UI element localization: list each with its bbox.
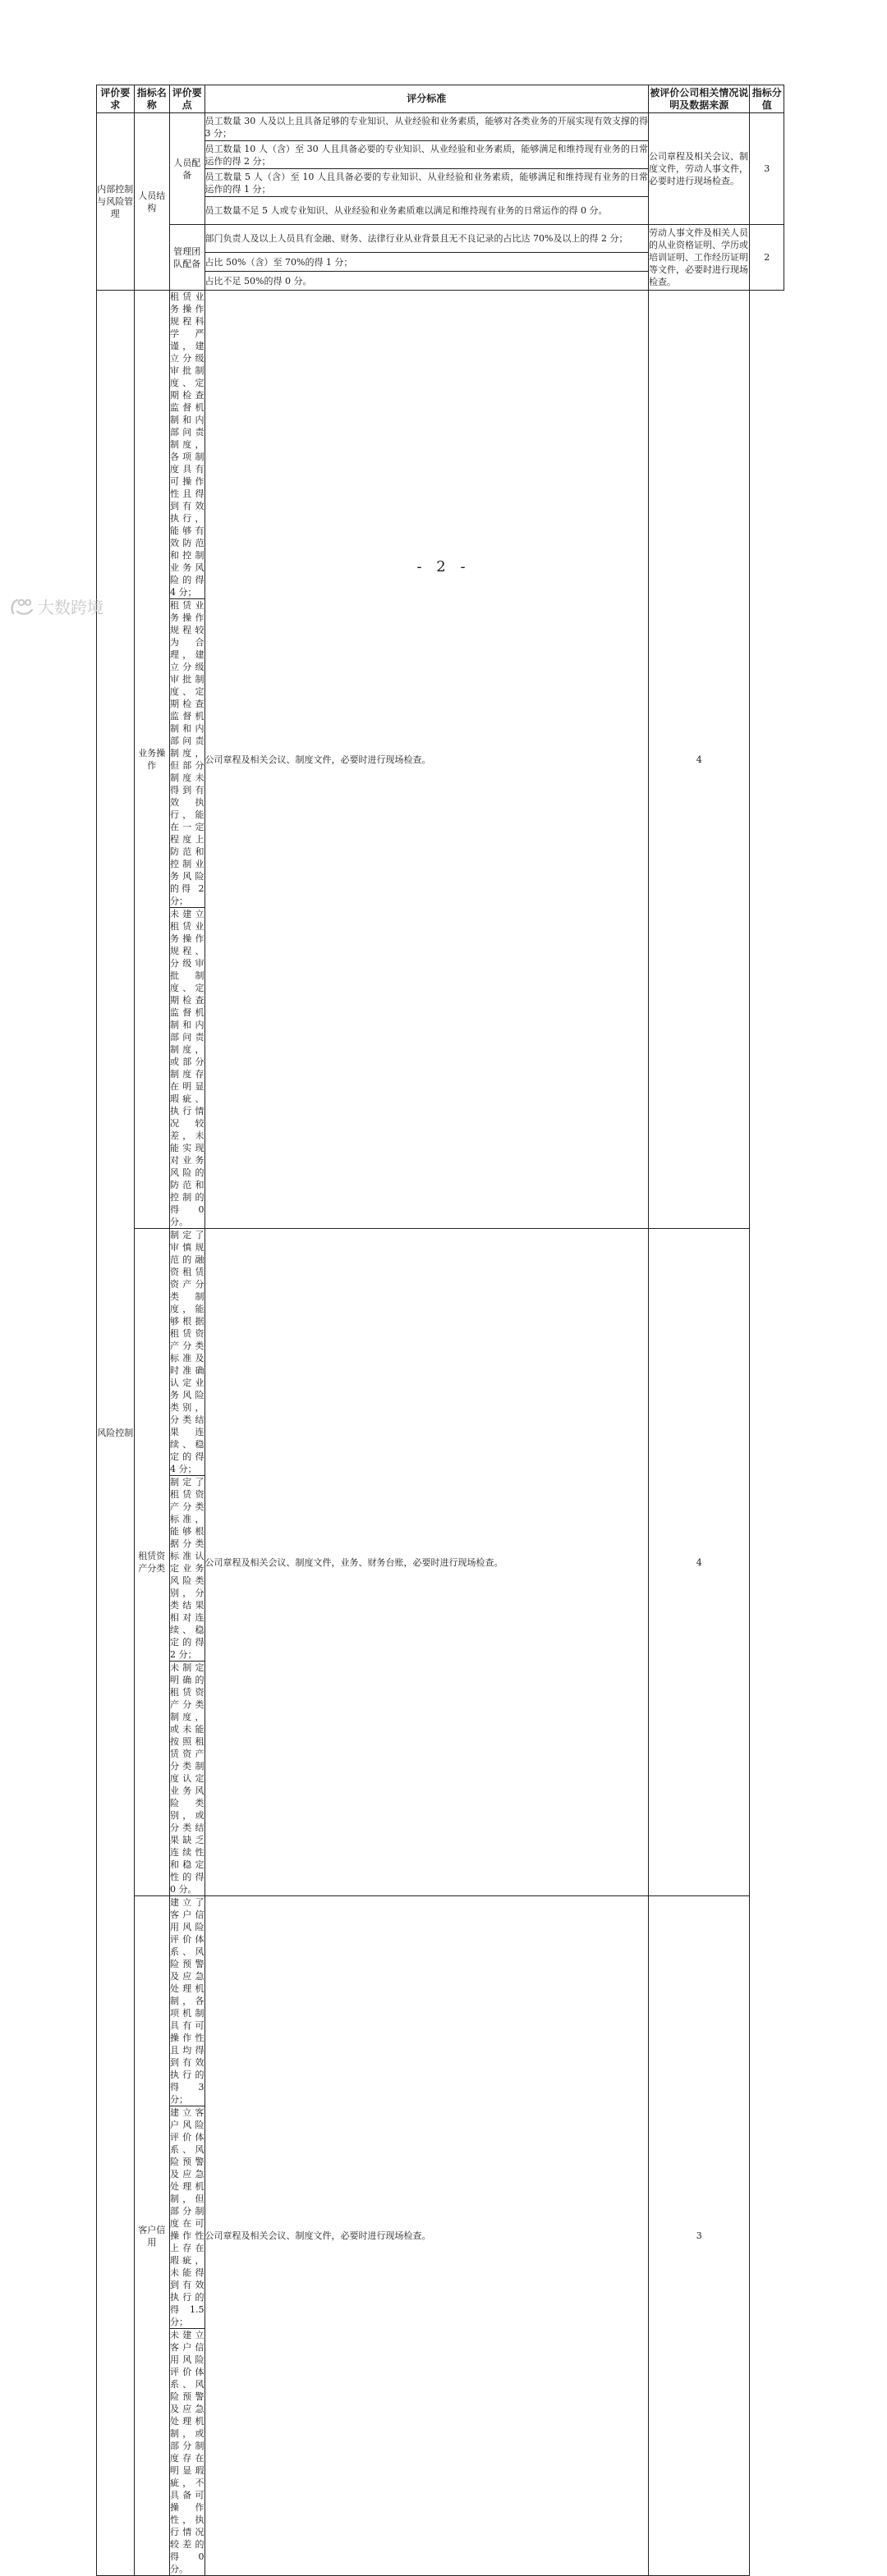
source-cell-staffing: 公司章程及相关会议、制度文件，劳动人事文件，必要时进行现场检查。 <box>649 113 750 225</box>
score-cell-management-team: 2 <box>750 225 784 291</box>
source-cell-lease-asset-classification: 公司章程及相关会议、制度文件，业务、财务台账，必要时进行现场检查。 <box>205 1229 648 1896</box>
criteria-cell: 制定了审慎规范的融资租赁资产分类制度，能够根据租赁资产分类标准及时准确认定业务风险类别，分类结果连续、稳定的得 4 分； <box>170 1230 205 1474</box>
criteria-cell: 部门负责人及以上人员具有金融、财务、法律行业从业背景且无不良记录的占比达 70%及以上的得 2 分； <box>205 225 648 253</box>
table-row <box>97 1229 784 1476</box>
page-number: - 2 - <box>416 558 471 575</box>
requirement-cell: 内部控制与风险管理 <box>97 113 135 291</box>
source-cell-management-team: 劳动人事文件及相关人员的从业资格证明、学历或培训证明、工作经历证明等文件，必要时进行现场检查。 <box>649 225 750 291</box>
point-cell-lease-asset-classification: 租赁资产分类 <box>134 1229 170 1896</box>
score-cell-lease-asset-classification: 4 <box>649 1229 750 1896</box>
group-cell-staff-structure: 人员结构 <box>134 113 170 291</box>
header-criteria: 评分标准 <box>205 85 648 113</box>
table-row <box>97 291 784 599</box>
header-score: 指标分值 <box>750 85 784 113</box>
score-cell-staffing: 3 <box>750 113 784 225</box>
header-key-point: 评价要点 <box>170 85 205 113</box>
watermark <box>10 594 103 618</box>
criteria-cell: 员工数量 10 人（含）至 30 人且具备必要的专业知识、从业经验和业务素质，能够满足和维持现有业务的日常运作的得 2 分； <box>205 141 648 169</box>
group-cell-risk-control: 风险控制 <box>97 291 135 2576</box>
criteria-cell: 建立了客户信用风险评价体系、风险预警及应急处理机制，各项机制具有可操作性且均得到有效执行的得 3 分； <box>170 1897 205 2105</box>
table-row <box>97 225 784 253</box>
point-cell-customer-credit: 客户信用 <box>134 1896 170 2576</box>
criteria-cell: 租赁业务操作规程较为合理，建立分级审批制度、定期检查监督机制和内部问责制度，但部分制度未得到有效执行，能在一定程度上防范和控制业务风险的得 2 分； <box>170 600 205 906</box>
criteria-cell: 占比 50%（含）至 70%的得 1 分； <box>205 253 648 272</box>
header-indicator-name: 指标名称 <box>134 85 170 113</box>
criteria-cell: 制定了租赁资产分类标准，能够根据分类标准认定业务风险类别，分类结果相对连续、稳定的得 2 分； <box>170 1477 205 1660</box>
watermark-text: 大数跨境 <box>38 598 103 617</box>
criteria-cell: 员工数量 5 人（含）至 10 人且具备必要的专业知识、从业经验和业务素质，能够满足和维持现有业务的日常运作的得 1 分； <box>205 169 648 197</box>
score-cell-business-operation: 4 <box>649 291 750 1229</box>
table-row <box>97 1896 784 2106</box>
criteria-cell: 员工数量 30 人及以上且具备足够的专业知识、从业经验和业务素质，能够对各类业务的开展实现有效支撑的得 3 分； <box>205 113 648 141</box>
criteria-cell: 建立客户风险评价体系、风险预警及应急处理机制，但部分制度在可操作性上存在瑕疵，未能得到有效执行的得 1.5 分； <box>170 2107 205 2327</box>
criteria-cell: 未建立客户信用风险评价体系、风险预警及应急处理机制，或部分制度存在明显瑕疵，不具备可操作性，执行情况较差的得 0 分。 <box>170 2330 205 2574</box>
score-cell-customer-credit: 3 <box>649 1896 750 2576</box>
point-cell-staffing: 人员配备 <box>170 113 205 225</box>
watermark-logo-icon <box>10 597 34 616</box>
criteria-cell: 未建立租赁业务操作规程、分级审批制度、定期检查监督机制和内部问责制度，或部分制度存在明显瑕疵、执行情况较差，未能实现对业务风险的防范和控制的得 0 分。 <box>170 909 205 1227</box>
header-row <box>97 85 784 113</box>
table-row <box>97 113 784 141</box>
criteria-cell: 占比不足 50%的得 0 分。 <box>205 272 648 291</box>
criteria-cell: 员工数量不足 5 人或专业知识、从业经验和业务素质难以满足和维持现有业务的日常运作的得 0 分。 <box>205 197 648 225</box>
header-requirement: 评价要求 <box>97 85 135 113</box>
source-cell-customer-credit: 公司章程及相关会议、制度文件，必要时进行现场检查。 <box>205 1896 648 2576</box>
point-cell-management-team: 管理团队配备 <box>170 225 205 291</box>
evaluation-table <box>96 85 784 2576</box>
point-cell-business-operation: 业务操作 <box>134 291 170 1229</box>
criteria-cell: 租赁业务操作规程科学严谨，建立分级审批制度、定期检查监督机制和内部问责制度，各项制度具有可操作性且得到有效执行，能够有效防范和控制业务风险的得 4 分； <box>170 291 205 598</box>
source-cell-business-operation: 公司章程及相关会议、制度文件，必要时进行现场检查。 <box>205 291 648 1229</box>
header-data-source: 被评价公司相关情况说明及数据来源 <box>649 85 750 113</box>
criteria-cell: 未制定明确的租赁资产分类制度，或未能按照租赁资产分类制度认定业务风险类别，或分类结果缺乏连续性和稳定性的得 0 分。 <box>170 1662 205 1895</box>
